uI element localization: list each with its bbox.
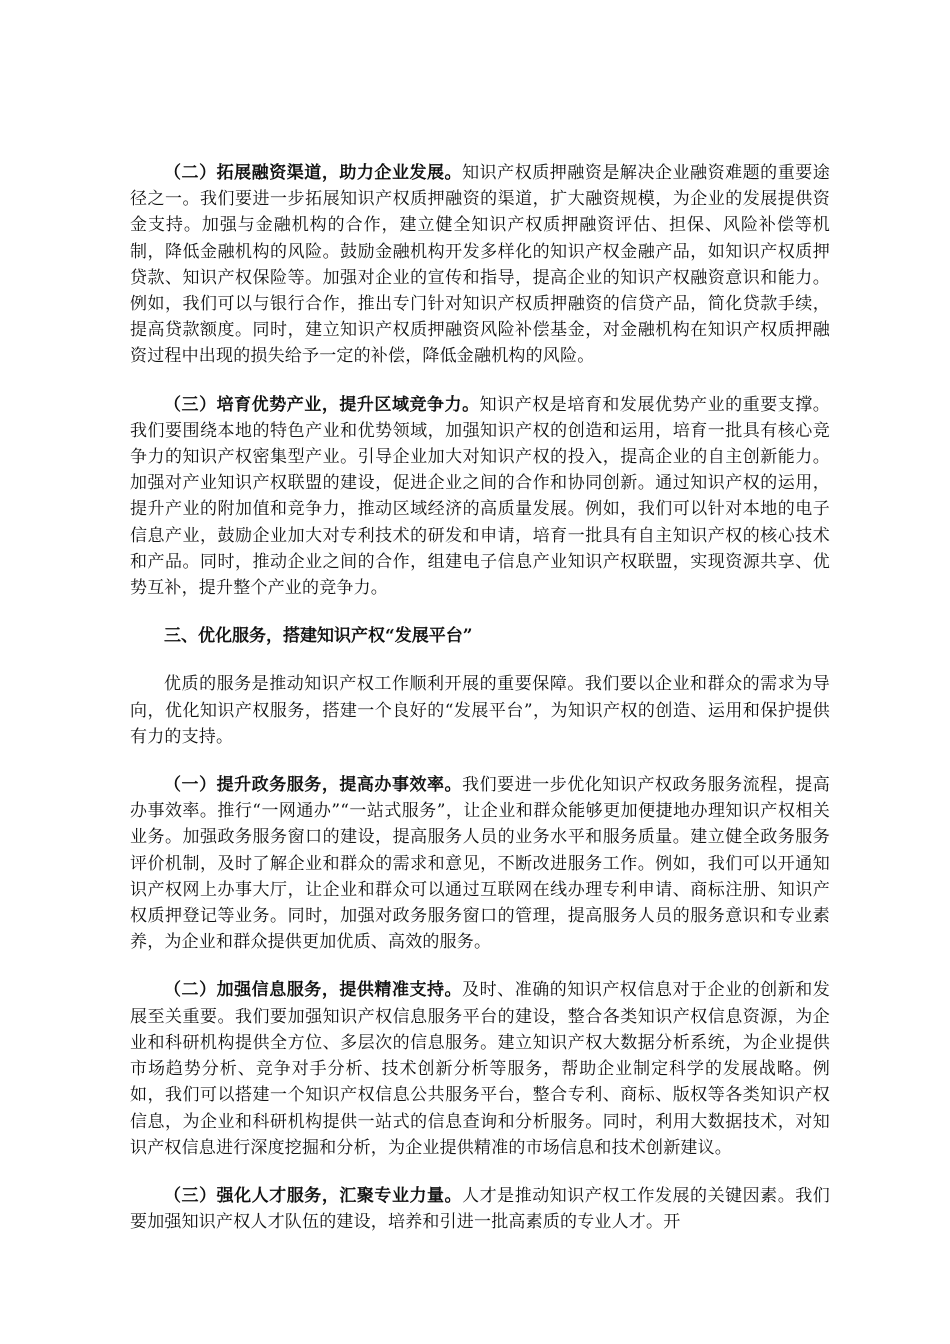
paragraph-text: 知识产权是培育和发展优势产业的重要支撑。我们要围绕本地的特色产业和优势领域，加强知识产权的创造和运用，培育一批具有核心竞争力的知识产权密集型产业。引导企业加大对知识产权的投入，提高企业的自主创新能力。加强对产业知识产权联盟的建设，促进企业之间的合作和协同创新。通过知识产权的运用，提升产业的附加值和竞争力，推动区域经济的高质量发展。例如，我们可以针对本地的电子信息产业，鼓励企业加大对专利技术的研发和申请，培育一批具有自主知识产权的核心技术和产品。同时，推动企业之间的合作，组建电子信息产业知识产权联盟，实现资源共享、优势互补，提升整个产业的竞争力。 bbox=[130, 394, 831, 599]
paragraph-talent-services bbox=[130, 1183, 830, 1235]
paragraph-text: 及时、准确的知识产权信息对于企业的创新和发展至关重要。我们要加强知识产权信息服务平台的建设，整合各类知识产权信息资源，为企业和科研机构提供全方位、多层次的信息服务。建立知识产权大数据分析系统，为企业提供市场趋势分析、竞争对手分析、技术创新分析等服务，帮助企业制定科学的发展战略。例如，我们可以搭建一个知识产权信息公共服务平台，整合专利、商标、版权等各类知识产权信息，为企业和科研机构提供一站式的信息查询和分析服务。同时，利用大数据技术，对知识产权信息进行深度挖掘和分析，为企业提供精准的市场信息和技术创新建议。 bbox=[130, 980, 830, 1158]
paragraph-service-intro bbox=[130, 671, 830, 750]
section-heading: 三、优化服务，搭建知识产权“发展平台” bbox=[164, 626, 473, 647]
paragraph-text: 优质的服务是推动知识产权工作顺利开展的重要保障。我们要以企业和群众的需求为导向，优化知识产权服务，搭建一个良好的“发展平台”，为知识产权的创造、运用和保护提供有力的支持。 bbox=[130, 674, 830, 747]
paragraph-lead: （二）加强信息服务，提供精准支持。 bbox=[164, 980, 463, 1001]
document-page bbox=[130, 160, 830, 1257]
paragraph-lead: （一）提升政务服务，提高办事效率。 bbox=[164, 775, 463, 796]
paragraph-text: 人才是推动知识产权工作发展的关键因素。我们要加强知识产权人才队伍的建设，培养和引进一批高素质的专业人才。开 bbox=[130, 1185, 830, 1233]
paragraph-financing-channels bbox=[130, 160, 830, 370]
paragraph-lead: （三）强化人才服务，汇聚专业力量。 bbox=[164, 1185, 463, 1206]
paragraph-lead: （二）拓展融资渠道，助力企业发展。 bbox=[164, 163, 463, 183]
paragraph-advantage-industries bbox=[130, 392, 830, 602]
paragraph-information-services bbox=[130, 977, 830, 1160]
paragraph-government-services bbox=[130, 772, 830, 955]
paragraph-text: 我们要进一步优化知识产权政务服务流程，提高办事效率。推行“一网通办”“一站式服务”，让企业和群众能够更加便捷地办理知识产权相关业务。加强政务服务窗口的建设，提高服务人员的业务水平和服务质量。建立健全政务服务评价机制，及时了解企业和群众的需求和意见，不断改进服务工作。例如，我们可以开通知识产权网上办事大厅，让企业和群众可以通过互联网在线办理专利申请、商标注册、知识产权质押登记等业务。同时，加强对政务服务窗口的管理，提高服务人员的服务意识和专业素养，为企业和群众提供更加优质、高效的服务。 bbox=[130, 775, 830, 953]
paragraph-text: 知识产权质押融资是解决企业融资难题的重要途径之一。我们要进一步拓展知识产权质押融资的渠道，扩大融资规模，为企业的发展提供资金支持。加强与金融机构的合作，建立健全知识产权质押融资评估、担保、风险补偿等机制，降低金融机构的风险。鼓励金融机构开发多样化的知识产权金融产品，如知识产权质押贷款、知识产权保险等。加强对企业的宣传和指导，提高企业的知识产权融资意识和能力。例如，我们可以与银行合作，推出专门针对知识产权质押融资的信贷产品，简化贷款手续，提高贷款额度。同时，建立知识产权质押融资风险补偿基金，对金融机构在知识产权质押融资过程中出现的损失给予一定的补偿，降低金融机构的风险。 bbox=[130, 163, 830, 367]
paragraph-lead: （三）培育优势产业，提升区域竞争力。 bbox=[164, 394, 480, 415]
